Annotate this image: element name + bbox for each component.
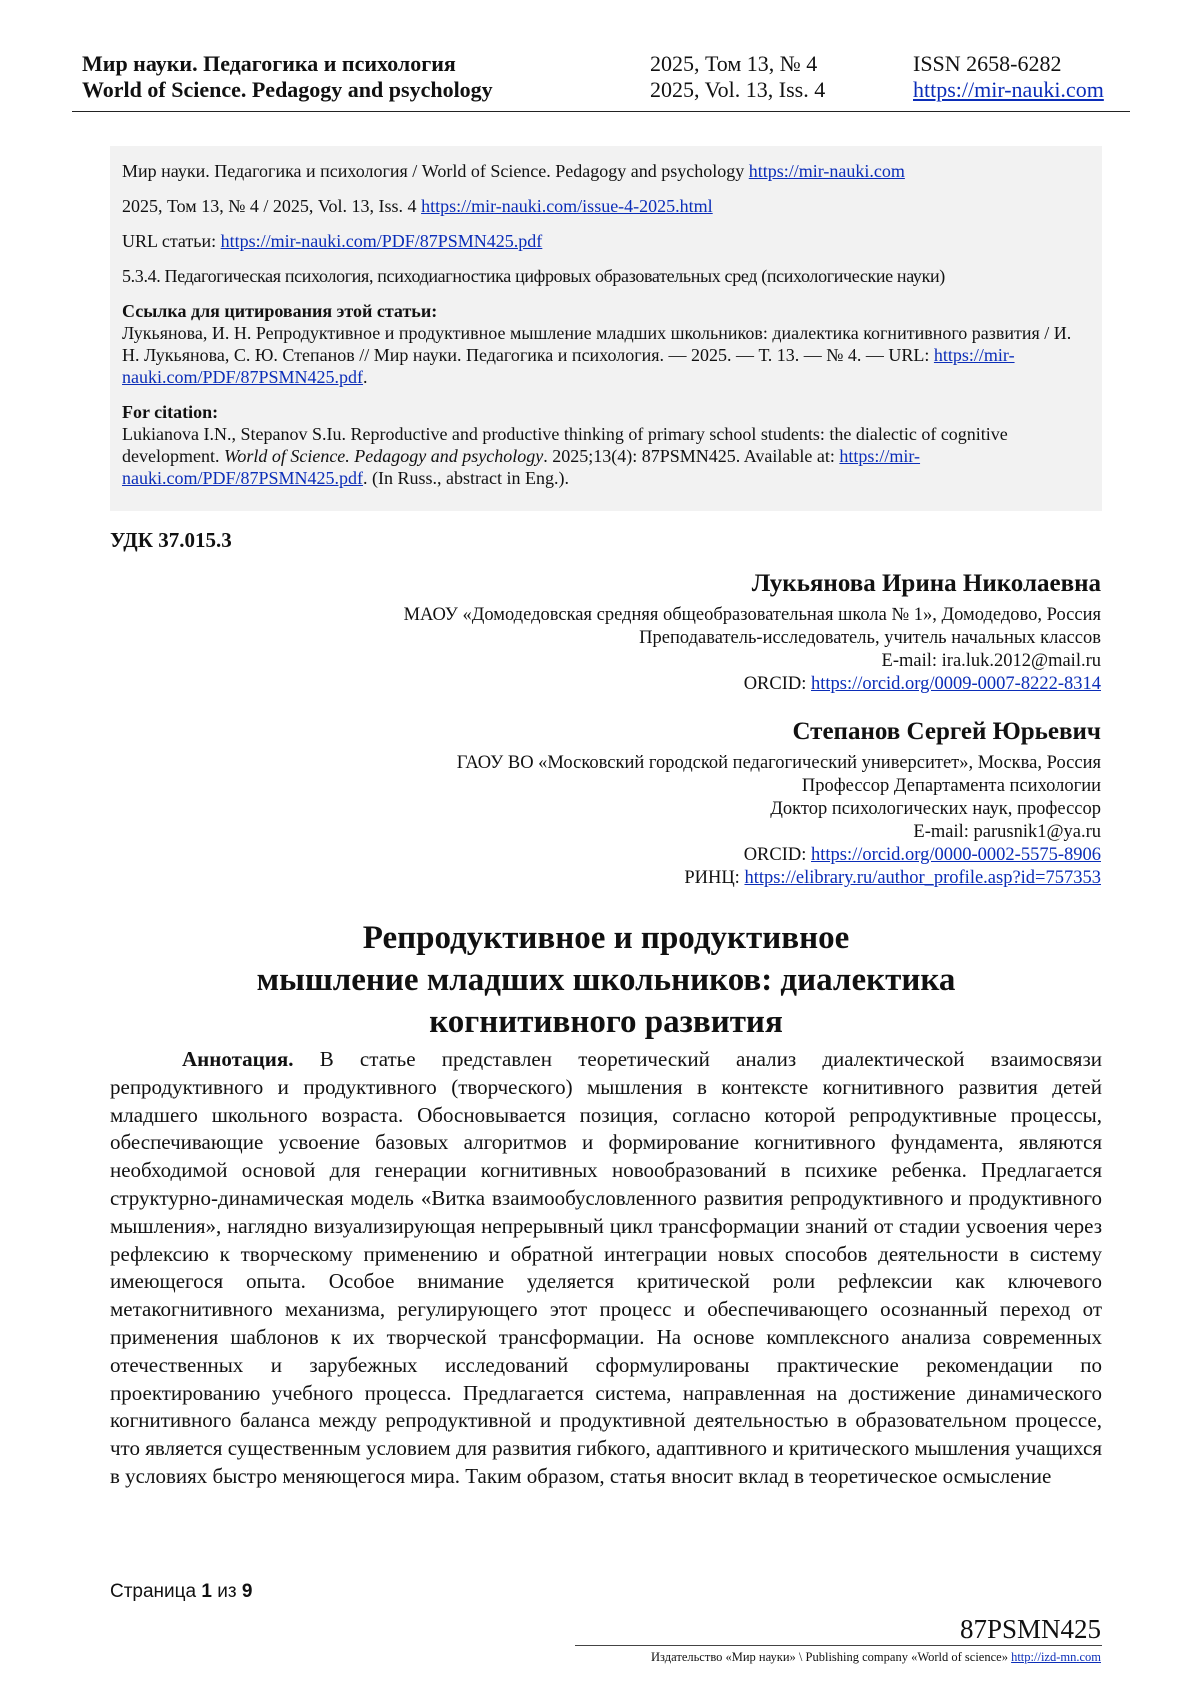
running-header bbox=[72, 50, 1130, 112]
author-position: Преподаватель-исследователь, учитель начальных классов bbox=[639, 628, 1101, 648]
journal-title-en: World of Science. Pedagogy and psychology bbox=[82, 77, 493, 102]
citation-info-box bbox=[110, 146, 1102, 511]
issue-line: 2025, Том 13, № 4 / 2025, Vol. 13, Iss. 4 https://mir-nauki.com/issue-4-2025.html bbox=[122, 196, 713, 216]
publisher-line: Издательство «Мир науки» \ Publishing company «World of science» http://izd-mn.com bbox=[651, 1650, 1101, 1664]
orcid-link[interactable]: https://orcid.org/0009-0007-8222-8314 bbox=[811, 674, 1101, 694]
citation-ru-heading: Ссылка для цитирования этой статьи: bbox=[122, 301, 438, 321]
author-affiliation: МАОУ «Домодедовская средняя общеобразовательная школа № 1», Домодедово, Россия bbox=[403, 605, 1101, 625]
author-name: Лукьянова Ирина Николаевна bbox=[751, 570, 1101, 597]
citation-en-text: Lukianova I.N., Stepanov S.Iu. Reproductive and productive thinking of primary school students: the dialectic of cognitive development. World of Science. Pedagogy and psychology. 2025;13(4): 87PSMN425. Available at: https://mir-nauki.com/PDF/87PSMN425.pdf. (In Russ., abstract in Eng.). bbox=[122, 424, 1008, 488]
issue-link[interactable]: https://mir-nauki.com/issue-4-2025.html bbox=[421, 196, 713, 216]
author-name: Степанов Сергей Юрьевич bbox=[792, 718, 1101, 745]
author-email: E-mail: ira.luk.2012@mail.ru bbox=[881, 651, 1101, 671]
author-position: Профессор Департамента психологии bbox=[801, 776, 1101, 796]
rinc-link[interactable]: https://elibrary.ru/author_profile.asp?id=757353 bbox=[744, 868, 1101, 888]
author-block-1 bbox=[101, 568, 1101, 696]
orcid-link[interactable]: https://orcid.org/0000-0002-5575-8906 bbox=[811, 845, 1101, 865]
udk-code: УДК 37.015.3 bbox=[110, 528, 232, 552]
journal-site-link[interactable]: https://mir-nauki.com bbox=[913, 77, 1104, 102]
author-orcid: ORCID: https://orcid.org/0000-0002-5575-8906 bbox=[743, 845, 1101, 865]
author-degree: Доктор психологических наук, профессор bbox=[770, 799, 1101, 819]
author-affiliation: ГАОУ ВО «Московский городской педагогический университет», Москва, Россия bbox=[456, 753, 1101, 773]
article-id: 87PSMN425 bbox=[959, 1614, 1101, 1644]
abstract-label: Аннотация. bbox=[182, 1047, 294, 1071]
journal-title-ru: Мир науки. Педагогика и психология bbox=[82, 51, 456, 76]
article-url-link[interactable]: https://mir-nauki.com/PDF/87PSMN425.pdf bbox=[220, 231, 543, 251]
article-url-line: URL статьи: https://mir-nauki.com/PDF/87PSMN425.pdf bbox=[122, 231, 543, 251]
author-orcid: ORCID: https://orcid.org/0009-0007-8222-8314 bbox=[743, 674, 1101, 694]
author-block-2 bbox=[101, 716, 1101, 890]
issue-en: 2025, Vol. 13, Iss. 4 bbox=[650, 77, 826, 102]
header-divider bbox=[72, 111, 1130, 112]
journal-link[interactable]: https://mir-nauki.com bbox=[748, 161, 905, 181]
publisher-link[interactable]: http://izd-mn.com bbox=[1011, 1650, 1101, 1664]
citation-ru-link[interactable]: https://mir-nauki.com/PDF/87PSMN425.pdf bbox=[122, 345, 1015, 387]
citation-ru-text: Лукьянова, И. Н. Репродуктивное и продуктивное мышление младших школьников: диалектика когнитивного развития / И. Н. Лукьянова, С. Ю. Степанов // Мир науки. Педагогика и психология. — 2025. — Т. 13. — № 4. — URL: https://mir-nauki.com/PDF/87PSMN425.pdf. bbox=[122, 323, 1072, 387]
author-rinc: РИНЦ: https://elibrary.ru/author_profile.asp?id=757353 bbox=[684, 868, 1101, 888]
issn: ISSN 2658-6282 bbox=[913, 51, 1062, 76]
abstract bbox=[110, 1046, 1102, 1491]
specialty-code: 5.3.4. Педагогическая психология, психодиагностика цифровых образовательных сред (психологические науки) bbox=[122, 266, 945, 286]
citation-en-link[interactable]: https://mir-nauki.com/PDF/87PSMN425.pdf bbox=[122, 446, 921, 488]
citation-en-heading: For citation: bbox=[122, 402, 219, 422]
footer-divider bbox=[575, 1645, 1102, 1646]
page-counter: Страница 1 из 9 bbox=[110, 1581, 253, 1602]
article-title: Репродуктивное и продуктивное мышление младших школьников: диалектика когнитивного развития bbox=[256, 920, 956, 1040]
journal-line: Мир науки. Педагогика и психология / World of Science. Pedagogy and psychology https://mir-nauki.com bbox=[122, 161, 905, 181]
author-email: E-mail: parusnik1@ya.ru bbox=[913, 822, 1101, 842]
abstract-text: В статье представлен теоретический анализ диалектической взаимосвязи репродуктивного и продуктивного (творческого) мышления в контексте когнитивного развития детей младшего школьного возраста. Обосновывается позиция, согласно которой репродуктивные процессы, обеспечивающие усвоение базовых алгоритмов и формирование когнитивного фундамента, являются необходимой основой для генерации когнитивных новообразований в психике ребенка. Предлагается структурно-динамическая модель «Витка взаимообусловленного развития репродуктивного и продуктивного мышления», наглядно визуализирующая непрерывный цикл трансформации знаний от стадии усвоения через рефлексию к творческому применению и обратной интеграции новых способов деятельности в систему имеющегося опыта. Особое внимание уделяется критической роли рефлексии как ключевого метакогнитивного механизма, регулирующего этот процесс и обеспечивающего осознанный переход от применения шаблонов к их творческой трансформации. На основе комплексного анализа современных отечественных и зарубежных исследований сформулированы практические рекомендации по проектированию учебного процесса. Предлагается система, направленная на достижение динамического когнитивного баланса между репродуктивной и продуктивной деятельностью в образовательном процессе, что является существенным условием для развития гибкого, адаптивного и критического мышления учащихся в условиях быстро меняющегося мира. Таким образом, статья вносит вклад в теоретическое осмысление bbox=[110, 1047, 1102, 1488]
issue-ru: 2025, Том 13, № 4 bbox=[650, 51, 818, 76]
